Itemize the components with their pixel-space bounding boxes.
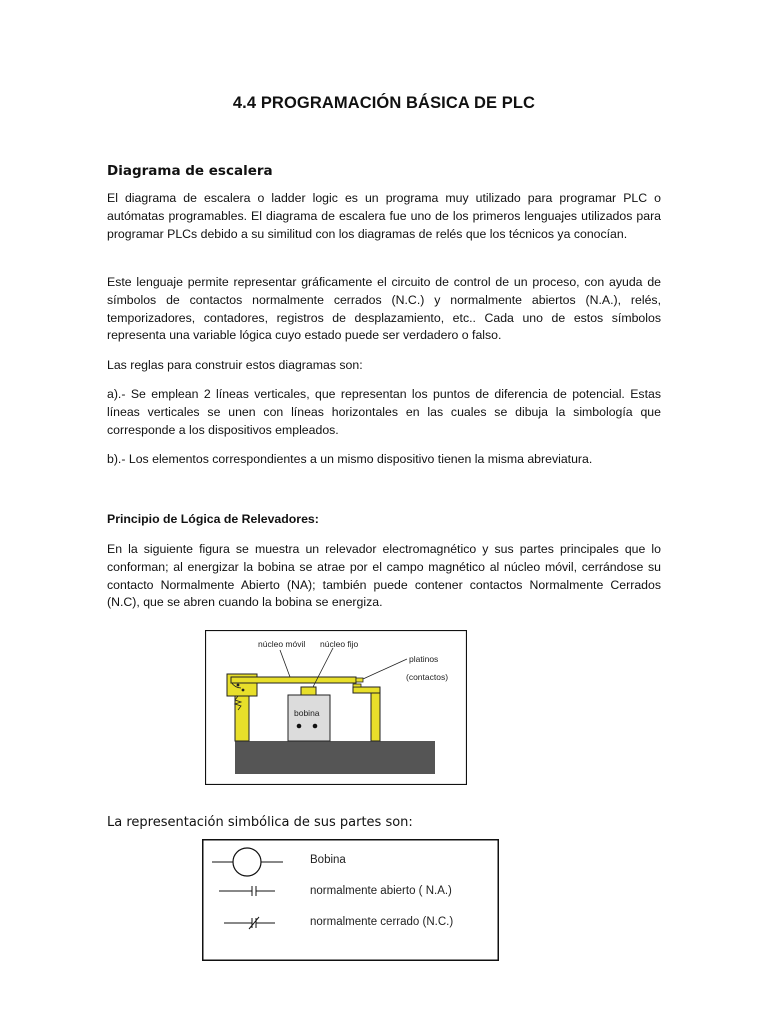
legend-border [203, 840, 499, 961]
label-platinos: platinos [409, 654, 439, 664]
relay-right-post [371, 692, 380, 741]
paragraph-rule-b: b).- Los elementos correspondientes a un mismo dispositivo tienen la misma abreviatura. [107, 452, 593, 466]
symbols-legend [202, 839, 499, 961]
paragraph-intro: El diagrama de escalera o ladder logic es un programa muy utilizado para programar PLC o autómatas programables. El diagrama de escalera fue uno de los primeros lenguajes utilizados para programar PLCs debido a su similitud con los diagramas de relés que los técnicos ya conocían. [107, 191, 661, 241]
relay-diagram [205, 630, 467, 785]
paragraph-language: Este lenguaje permite representar gráficamente el circuito de control de un proceso, con ayuda de símbolos de contactos normalmente cerrados (N.C.) y normalmente abiertos (N.A.), relés, temporizadores, contadores, registros de desplazamiento, etc.. Cada uno de estos símbolos representa una variable lógica cuyo estado puede ser verdadero o falso. [107, 275, 661, 343]
label-contactos: (contactos) [406, 672, 449, 682]
paragraph-rule-a: a).- Se emplean 2 líneas verticales, que representan los puntos de diferencia de potencial. Estas líneas verticales se unen con líneas horizontales en las cuales se dibuja la simbología que corresponde a los dispositivos empleados. [107, 387, 661, 437]
relay-fixed-core [301, 687, 316, 695]
symbols-caption: La representación simbólica de sus partes son: [107, 815, 413, 830]
section-heading: Diagrama de escalera [107, 163, 273, 179]
symbol-label-bobina: Bobina [310, 854, 346, 866]
paragraph-rules-intro: Las reglas para construir estos diagramas son: [107, 358, 363, 372]
paragraph-relay: En la siguiente figura se muestra un relevador electromagnético y sus partes principales que lo conforman; al energizar la bobina se atrae por el campo magnético al núcleo móvil, cerrándose su contacto Normalmente Abierto (NA); también puede contener contactos Normalmente Cerrados (N.C), que se abren cuando la bobina se energiza. [107, 542, 661, 610]
symbol-label-na: normalmente abierto ( N.A.) [310, 885, 452, 897]
relay-armature [231, 677, 356, 683]
relay-base [235, 741, 435, 774]
page-title: 4.4 PROGRAMACIÓN BÁSICA DE PLC [232, 94, 536, 112]
relay-coil [288, 695, 330, 741]
label-nucleo-movil: núcleo móvil [258, 639, 306, 649]
label-bobina: bobina [294, 708, 320, 718]
relay-subheading: Principio de Lógica de Relevadores: [107, 512, 319, 526]
label-nucleo-fijo: núcleo fijo [320, 639, 359, 649]
symbol-label-nc: normalmente cerrado (N.C.) [310, 916, 454, 928]
